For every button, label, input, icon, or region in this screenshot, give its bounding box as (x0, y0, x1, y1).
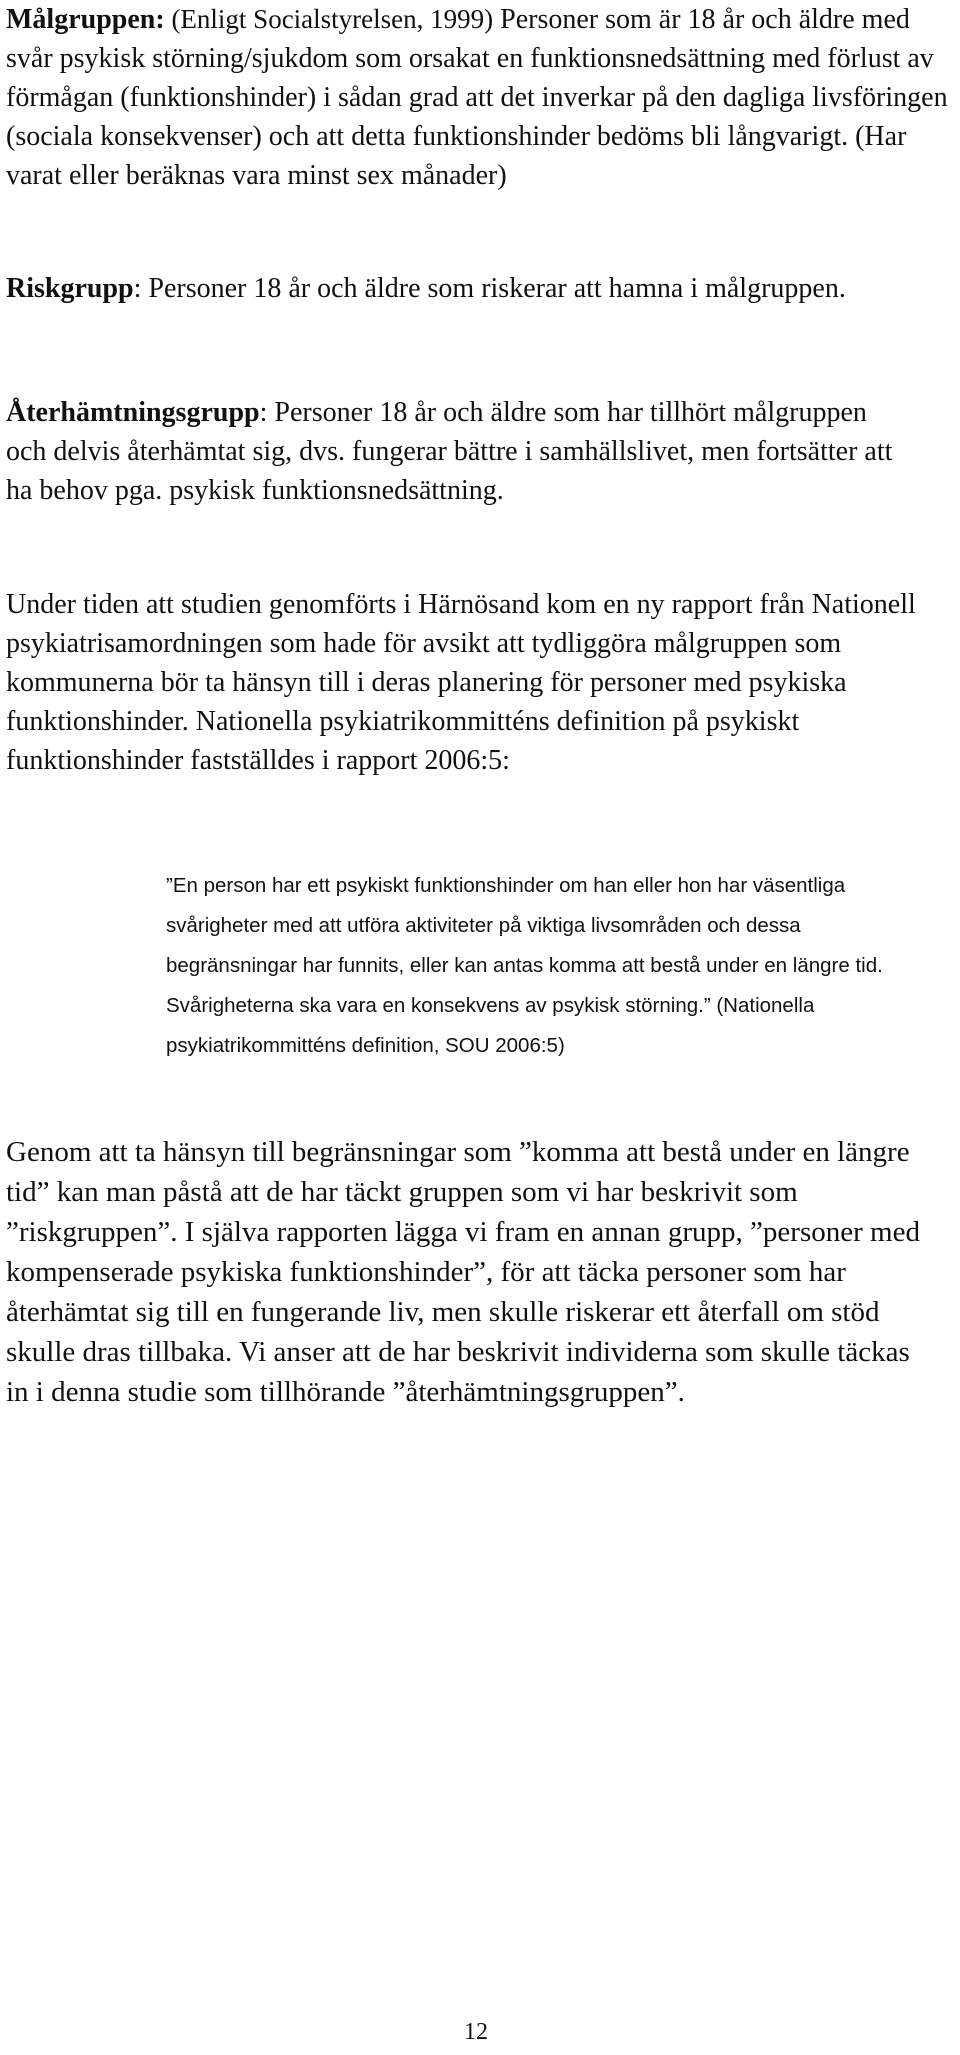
paragraph-report: Under tiden att studien genomförts i Härnösand kom en ny rapport från Nationell psykiatrisamordningen som hade för avsikt att tydliggöra målgruppen som kommunerna bör ta hänsyn till i deras planering för personer med psykiska funktionshinder. Nationella psykiatrikommitténs definition på psykiskt funktionshinder fastställdes i rapport 2006:5: (6, 589, 916, 776)
block-quote (166, 866, 936, 1066)
term-malgruppen: Målgruppen: (6, 4, 165, 35)
term-aterhamtningsgrupp: Återhämtningsgrupp (6, 397, 260, 428)
definition-riskgrupp (6, 269, 896, 308)
definition-aterhamtningsgrupp (6, 393, 896, 510)
page-number: 12 (464, 2019, 488, 2045)
paragraph-conclusion: Genom att ta hänsyn till begränsningar som ”komma att bestå under en längre tid” kan man påstå att de har täckt gruppen som vi har beskrivit som ”riskgruppen”. I själva rapporten lägga vi fram en annan grupp, ”personer med kompenserade psykiska funktionshinder”, för att täcka personer som har återhämtat sig till en fungerande liv, men skulle riskerar ett återfall om stöd skulle dras tillbaka. Vi anser att de har beskrivit individerna som skulle täckas in i denna studie som tillhörande ”återhämtningsgruppen”. (6, 1136, 920, 1408)
definition-malgruppen (6, 0, 956, 195)
term-riskgrupp: Riskgrupp (6, 273, 134, 304)
definition-source: (Enligt Socialstyrelsen, 1999) (164, 4, 494, 34)
definition-riskgrupp-text: : Personer 18 år och äldre som riskerar att hamna i målgruppen. (133, 273, 846, 304)
definition-aterhamtningsgrupp-text: : Personer 18 år och äldre som har tillhört målgruppen och delvis återhämtat sig, dvs. fungerar bättre i samhällslivet, men fortsätter att ha behov pga. psykisk funktionsnedsättning. (6, 397, 893, 506)
quote-text: ”En person har ett psykiskt funktionshinder om han eller hon har väsentliga svårigheter med att utföra aktiviteter på viktiga livsområden och dessa begränsningar har funnits, eller kan antas komma att bestå under en längre tid. Svårigheterna ska vara en konsekvens av psykisk störning.” (166, 874, 883, 1017)
quote-citation: (Nationella psykiatrikommitténs definition, SOU 2006:5) (166, 994, 815, 1057)
definition-malgruppen-text: Personer som är 18 år och äldre med svår psykisk störning/sjukdom som orsakat en funktionsnedsättning med förlust av förmågan (funktionshinder) i sådan grad att det inverkar på den dagliga livsföringen (sociala konsekvenser) och att detta funktionshinder bedöms bli långvarigt. (Har varat eller beräknas vara minst sex månader) (6, 4, 948, 191)
